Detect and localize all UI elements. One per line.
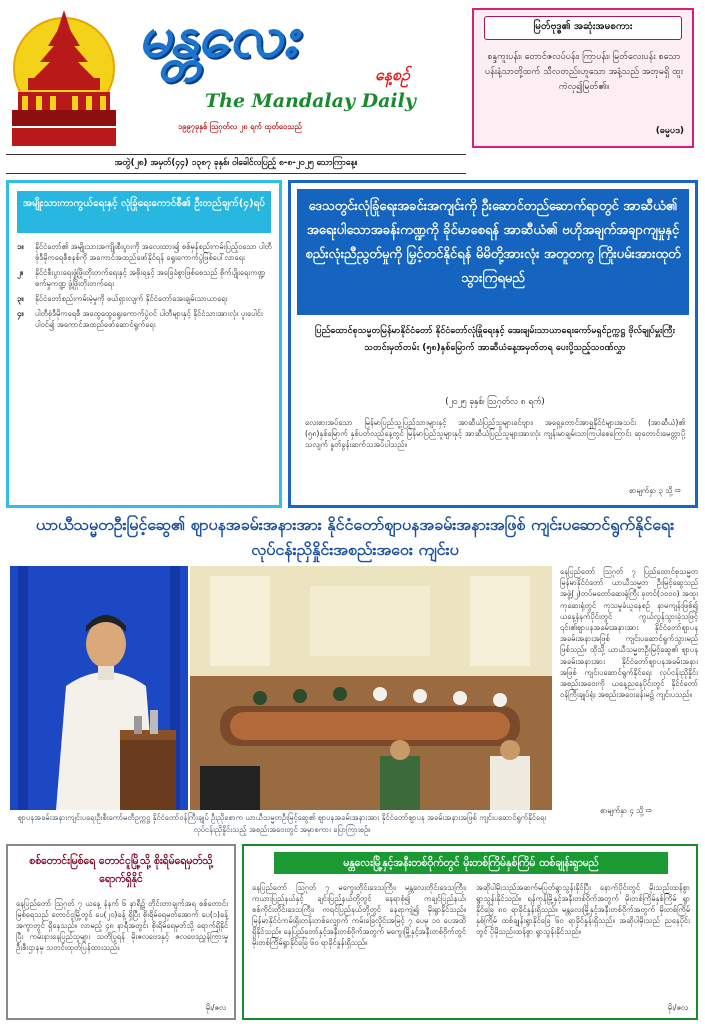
river-warning-box <box>6 844 236 1020</box>
weather-column-2: အဆိုပါမိုးသည်အဆက်မပြတ်ရွာသွန်းနိုင်ပြီး နောက်ပိုင်းတွင် မိုးသည်းထန်စွာရွာသွန်းနိုင်သည်။ ရန်ကုန်မြို့နှင့်အနီးတစ်ဝိုက်အတွက် မိုးတစ်ကြိမ်နှစ်ကြိမ် ရွာနိုင်ခြေ ၈၀ ရာခိုင်နှုန်းရှိသည်။ မန္တလေးမြို့နှင့်အနီးတစ်ဝိုက်အတွက် မိုးတစ်ကြိမ်နှစ်ကြိမ် ထစ်ချုန်းရွာနိုင်ခြေ ၆၀ ရာခိုင်နှုန်းရှိသည်။ အဆိုပါမိုးသည် ညနေပိုင်းတွင် ပိုမိုသည်းထန်စွာ ရွာသွန်းနိုင်သည်။ <box>476 883 690 936</box>
speaker-photo <box>10 566 188 810</box>
objectives-heading: အမျိုးသားကာကွယ်ရေးနှင့် လုံခြုံရေးကောင်စီ၏ ဦးတည်ချက်(၄)ရပ် <box>17 191 271 233</box>
objective-number: ၂။ <box>17 268 23 277</box>
main-story-continued-link[interactable]: စာမျက်နှာ ၄ သို့ ⇨ <box>600 806 652 815</box>
objective-number: ၃။ <box>17 294 24 303</box>
lead-body: လေးစားအပ်သော မြန်မာပြည်သူ့ပြည်သားများနှင့် အာဆီယံပြည်သူများခင်ဗျား၊ အရှေ့တောင်အာရှနိုင်ငံများအသင်း (အာဆီယံ)၏ (၅၈)နှစ်မြောက် နှစ်ပတ်လည်နေ့တွင် မြန်မာပြည်သူများနှင့် အာဆီယံပြည်သူများအားလုံး ကျန်းမာချမ်းသာကြပါစေကြောင်း ဆုတောင်းမေတ္တာပို့သလျက် နှုတ်ခွန်းဆက်သအပ်ပါသည်။ <box>305 418 685 449</box>
river-warning-heading: စစ်တောင်းမြစ်ရေ တောင်ငူမြို့သို့ စိုးရိမ်ရေမှတ်သို့ ရောက်ရှိနိုင် <box>29 855 213 885</box>
objective-text: ပါတီစုံဒီမိုကရေစီ အထွေထွေရွေးကောက်ပွဲဝင် ပါတီများနှင့် နိုင်ငံသားအားလုံး ပူးပေါင်းပါဝင်၍ အကောင်အထည်ဖော်ဆောင်ရွက်ရေး <box>35 309 263 329</box>
river-warning-body: နေပြည်တော် ဩဂုတ် ၇ ယနေ့ နံနက် ၆ နာရီ၌ တိုင်းတာချက်အရ စစ်တောင်းမြစ်ရေသည် တောင်ငူမြို့တွင် ပေ(၂၀)ခန့် ရှိပြီး စိုးရိမ်ရေမှတ်အောက် ပေ(၁)ခန့်အကွာတွင် ရှိနေသည်။ လာမည့် ၄၈ နာရီအတွင်း စိုးရိမ်ရေမှတ်သို့ ရောက်ရှိနိုင်ပြီး ကမ်းနားနေပြည်သူများ သတိပြုရန် မိုးဇလဗေဒနှင့် ဇလဗေဒညွှန်ကြားမှုဦးစီးဌာနမှ သတင်းထုတ်ပြန်ထားသည်။ <box>16 899 228 952</box>
objective-number: ၄။ <box>17 309 24 318</box>
newspaper-logo <box>8 6 120 154</box>
lead-headline: ဒေသတွင်းလုံခြုံရေးအခင်းအကျင်းကို ဦးဆောင်တည်ဆောက်ရာတွင် အာဆီယံ၏ အရေးပါသောအခန်းကဏ္ဍကို ခိုင်မာစေရန် အာဆီယံ၏ ဗဟိုအချက်အချာကျမှုနှင့် စည်းလုံးညီညွတ်မှုကို မြှင့်တင်နိုင်ရန် မိမိတို့အားလုံး အတူတကွ ကြိုးပမ်းအားထုတ်သွားကြရမည် <box>297 189 689 315</box>
lead-dateline: (၂၀၂၅ ခုနှစ်၊ ဩဂုတ်လ ၈ ရက်) <box>445 397 545 407</box>
masthead-tagline: ၁၉၉၇ခုနှစ် ဩဂုတ်လ ၂၈ ရက် ထုတ်ဝေသည် <box>178 122 302 131</box>
weather-source: မိုး/ဇလ <box>667 1003 688 1012</box>
masthead-suffix: နေ့စဉ် <box>375 65 410 84</box>
objective-number: ၁။ <box>17 242 24 251</box>
objectives-list <box>17 241 273 334</box>
objective-item <box>17 308 273 330</box>
objective-text: နိုင်ငံတော်၏ အမျိုးသားအကျိုးစီးပွားကို အလေးထား၍ စစ်မှန်စည်းကမ်းပြည့်ဝသော ပါတီစုံဒီမိုကရေစီစနစ်ကို အကောင်အထည်ဖော်နိုင်ရန် ရွေးကောက်ပွဲဖြစ်ပေါ်လာရေး <box>35 242 272 262</box>
objective-item <box>17 293 273 304</box>
objectives-box <box>6 180 282 508</box>
quote-heading: မြတ်ဗုဒ္ဓ၏ အဆုံးအမစကား <box>484 16 682 40</box>
river-warning-source: မိုး/ဇလ <box>205 1003 226 1012</box>
quote-source: (ဓမ္မပဒ) <box>655 126 684 136</box>
weather-box <box>242 844 698 1020</box>
weather-heading: မန္တလေးမြို့နှင့်အနီးတစ်ဝိုက်တွင် မိုးတစ်ကြိမ်နှစ်ကြိမ် ထစ်ချုန်းရွာမည် <box>274 852 668 874</box>
objective-item <box>17 241 273 263</box>
main-story-headline: ယာယီသမ္မတဦးမြင့်ဆွေ၏ ဈာပနအခမ်းအနားအား နိုင်ငံတော်ဈာပနအခမ်းအနားအဖြစ် ကျင်းပဆောင်ရွက်နိုင်ရေး လုပ်ငန်းညှိနှိုင်းအစည်းအဝေး ကျင်းပ <box>35 515 675 559</box>
lead-subtitle: ပြည်ထောင်စုသမ္မတမြန်မာနိုင်ငံတော် နိုင်ငံတော်လုံခြုံရေးနှင့် အေးချမ်းသာယာရေးကော်မရှင်ဥက္ကဋ္ဌ ဗိုလ်ချုပ်မှူးကြီး သတင်းမှတ်တမ်း (၅၈)နှစ်မြောက် အာဆီယံနေ့အမှတ်တရ ပေးပို့သည့်သဝဏ်လွှာ <box>315 326 675 353</box>
meeting-photo <box>190 566 552 810</box>
objective-text: နိုင်ငံစီးပွားရေးဖွံ့ဖြိုးတိုးတက်ရေးနှင့် အစိုးရနှင့် အခြေခံစွာဖြစ်စေသည် စိုက်ပျိုးရေးကဏ္ဍ စက်မှုကဏ္ဍ ဖွံ့ဖြိုးတိုးတက်ရေး <box>35 268 266 288</box>
objective-text: နိုင်ငံတော်စည်းကမ်းမဲ့မှုကို ဖယ်ရှားလျက် နိုင်ငံတော်အေးချမ်းသာယာရေး <box>35 294 228 303</box>
quote-box <box>472 8 694 148</box>
issue-date-bar: အတွဲ(၂၈) အမှတ်(၄၄) ၁၃၈၇ ခုနှစ်၊ ဝါခေါင်လပြည့် ၈-၈-၂၀၂၅ သောကြာနေ့။ <box>6 154 466 174</box>
masthead-title-english: The Mandalay Daily <box>205 90 416 112</box>
lead-story-box <box>288 180 698 508</box>
photo-caption: ဈာပနအခမ်းအနားကျင်းပရေးဦးစီးကော်မတီဥက္ကဋ္ဌ နိုင်ငံတော်ဝန်ကြီးချုပ် ဦးညိုစောက ယာယီသမ္မတဦးမြင့်ဆွေ၏ ဈာပနအခမ်းအနားအား နိုင်ငံတော်ဈာပန အခမ်းအနားအဖြစ် ကျင်းပဆောင်ရွက်နိုင်ရေး လုပ်ငန်းညှိနှိုင်းသည့် အစည်းအဝေးတွင် အမှာစကား ပြောကြားစဉ်။ <box>17 813 547 834</box>
lead-continued-link[interactable]: စာမျက်နှာ ၃ သို့ ⇨ <box>629 486 681 495</box>
objective-item <box>17 267 273 289</box>
masthead-title: မန္တလေး <box>138 2 296 70</box>
quote-body: စန္ဒကူးပန်း၊ တောင်ဇလပ်ပန်း၊ ကြာပန်း၊ မြတ်လေးပန်း စသော ပန်းနံ့သာတို့ထက် သီလတည်းဟူသော အနံ့သည် အတုမရှိ ထူးကဲလှ၍မြတ်၏။ <box>484 52 684 92</box>
weather-column-1: နေပြည်တော် ဩဂုတ် ၇ မကွေးတိုင်းဒေသကြီး၊ မန္တလေးတိုင်းဒေသကြီး၊ ကယားပြည်နယ်နှင့် ချင်းပြည်နယ်တို့တွင် နေရာစုံ၍ ကချင်ပြည်နယ်၊ စစ်ကိုင်းတိုင်းဒေသကြီး၊ ကရင်ပြည်နယ်တို့တွင် နေရာကျဲ၍ မိုးရွာနိုင်သည်။ မြန်မာနိုင်ငံကမ်းရိုးတန်းတစ်လျှောက် ကမ်းခြေလှိုင်းအမြင့် ၇ ပေမှ ၁၀ ပေအထိ ရှိနိုင်သည်။ နေပြည်တော်နှင့်အနီးတစ်ဝိုက်အတွက် မကွေးမြို့နှင့်အနီးတစ်ဝိုက်တွင် မိုးတစ်ကြိမ်ရွာနိုင်ခြေ ၆၀ ရာခိုင်နှုန်းရှိသည်။ <box>252 883 466 947</box>
main-story-body: နေပြည်တော် ဩဂုတ် ၇ ပြည်ထောင်စုသမ္မတ မြန်မာနိုင်ငံတော် ယာယီသမ္မတ ဦးမြင့်ဆွေသည် အဖွဲ့(၂)တပ်မတော်ဆေးရုံကြီး ခုတင်(၁၀၀၀) အထူးကုဆေးရုံတွင် ကုသမှုခံယူနေစဉ် နာမကျန်းဖြစ်၍ ယနေ့နံနက်ပိုင်းတွင် ကွယ်လွန်သွားခဲ့သဖြင့် ၎င်း၏ဈာပနအခမ်းအနားအား နိုင်ငံတော်ဈာပနအခမ်းအနားအဖြစ် ကျင်းပဆောင်ရွက်သွားမည်ဖြစ်သည်။ ထိုသို့ ယာယီသမ္မတဦးမြင့်ဆွေ၏ ဈာပနအခမ်းအနားအား နိုင်ငံတော်ဈာပနအခမ်းအနားအဖြစ် ကျင်းပဆောင်ရွက်နိုင်ရေး လုပ်ငန်းညှိနှိုင်းအစည်းအဝေးကို ယနေ့ညနေပိုင်းတွင် နိုင်ငံတော်ဝန်ကြီးချုပ်ရုံး အစည်းအဝေးခန်းမ၌ ကျင်းပသည်။ <box>560 567 698 700</box>
